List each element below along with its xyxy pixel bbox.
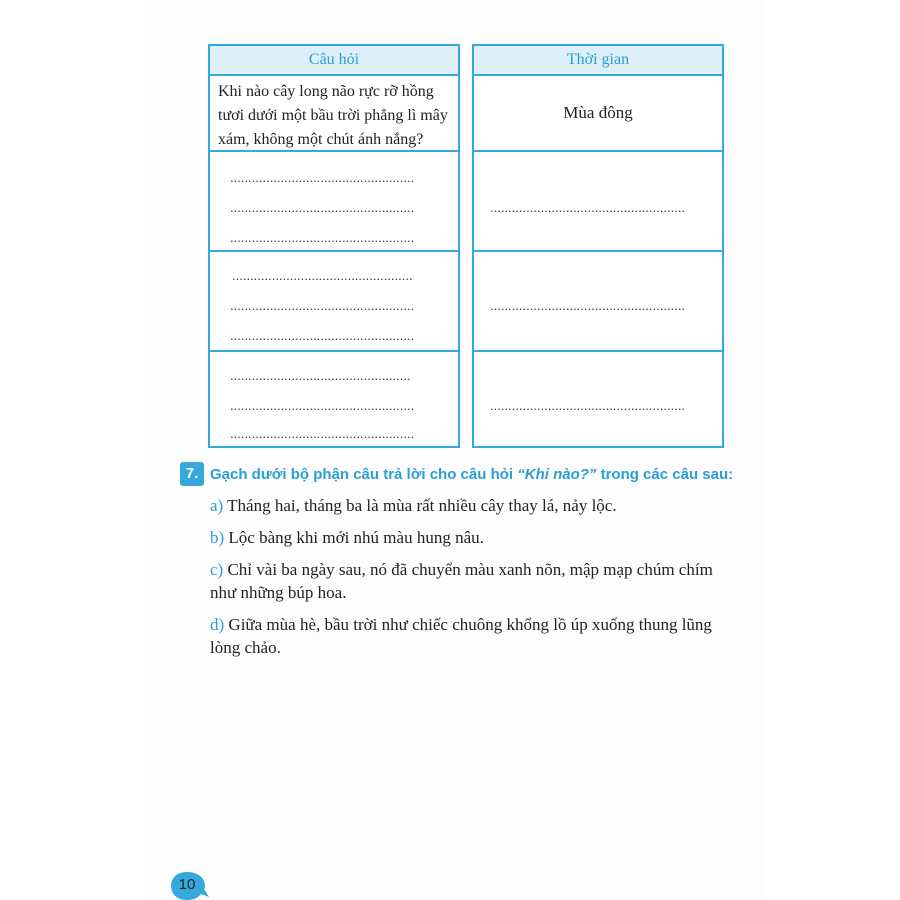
item-label: b)	[210, 528, 225, 547]
question-row-2	[210, 152, 458, 252]
first-question-text: Khi nào cây long não rực rỡ hồng tươi dưới một bầu trời phẳng lì mây xám, không một chút ánh nắng?	[218, 83, 448, 148]
time-blank[interactable]: ......................................................	[490, 298, 686, 313]
item-text: Chỉ vài ba ngày sau, nó đã chuyển màu xanh nõn, mập mạp chúm chím như những búp hoa.	[210, 560, 713, 602]
question-row-3	[210, 252, 458, 352]
item-label: c)	[210, 560, 224, 579]
item-label: d)	[210, 615, 225, 634]
exercise-number-badge: 7.	[180, 462, 204, 486]
question-table	[208, 44, 460, 448]
question-row-4	[210, 352, 458, 448]
answer-blank[interactable]: ..................................................	[230, 368, 411, 383]
item-text: Tháng hai, tháng ba là mùa rất nhiều cây thay lá, nảy lộc.	[223, 496, 617, 515]
time-table	[472, 44, 724, 448]
time-blank[interactable]: ......................................................	[490, 200, 686, 215]
answer-blank[interactable]: ...................................................	[230, 328, 415, 343]
exercise-item-b	[210, 526, 730, 549]
answer-blank[interactable]: ...................................................	[230, 200, 415, 215]
heading-text-2: trong các câu sau:	[596, 466, 734, 483]
question-row-1	[210, 76, 458, 152]
page-number-badge	[168, 870, 206, 900]
exercise-item-c	[210, 558, 730, 604]
answer-blank[interactable]: ...................................................	[230, 298, 415, 313]
time-row-2	[474, 152, 722, 252]
time-row-1	[474, 76, 722, 152]
answer-blank[interactable]: ..................................................	[232, 268, 413, 283]
item-text: Giữa mùa hè, bầu trời như chiếc chuông khổng lồ úp xuống thung lũng lòng chảo.	[210, 615, 712, 657]
question-column-header: Câu hỏi	[210, 46, 458, 76]
item-text: Lộc bàng khi mới nhú màu hung nâu.	[224, 528, 484, 547]
exercise-heading	[180, 460, 740, 490]
exercise-item-d	[210, 613, 730, 659]
page-number: 10	[178, 876, 196, 893]
first-time-text: Mùa đông	[563, 103, 633, 122]
answer-blank[interactable]: ...................................................	[230, 230, 415, 245]
time-row-3	[474, 252, 722, 352]
answer-blank[interactable]: ...................................................	[230, 170, 415, 185]
answer-blank[interactable]: ...................................................	[230, 426, 415, 441]
time-row-4	[474, 352, 722, 448]
heading-text-1: Gạch dưới bộ phận câu trả lời cho câu hỏi	[210, 466, 518, 483]
answer-blank[interactable]: ...................................................	[230, 398, 415, 413]
heading-text-italic: “Khi nào?”	[517, 466, 597, 483]
exercise-item-a	[210, 494, 730, 517]
time-blank[interactable]: ......................................................	[490, 398, 686, 413]
item-label: a)	[210, 496, 224, 515]
time-column-header: Thời gian	[474, 46, 722, 76]
